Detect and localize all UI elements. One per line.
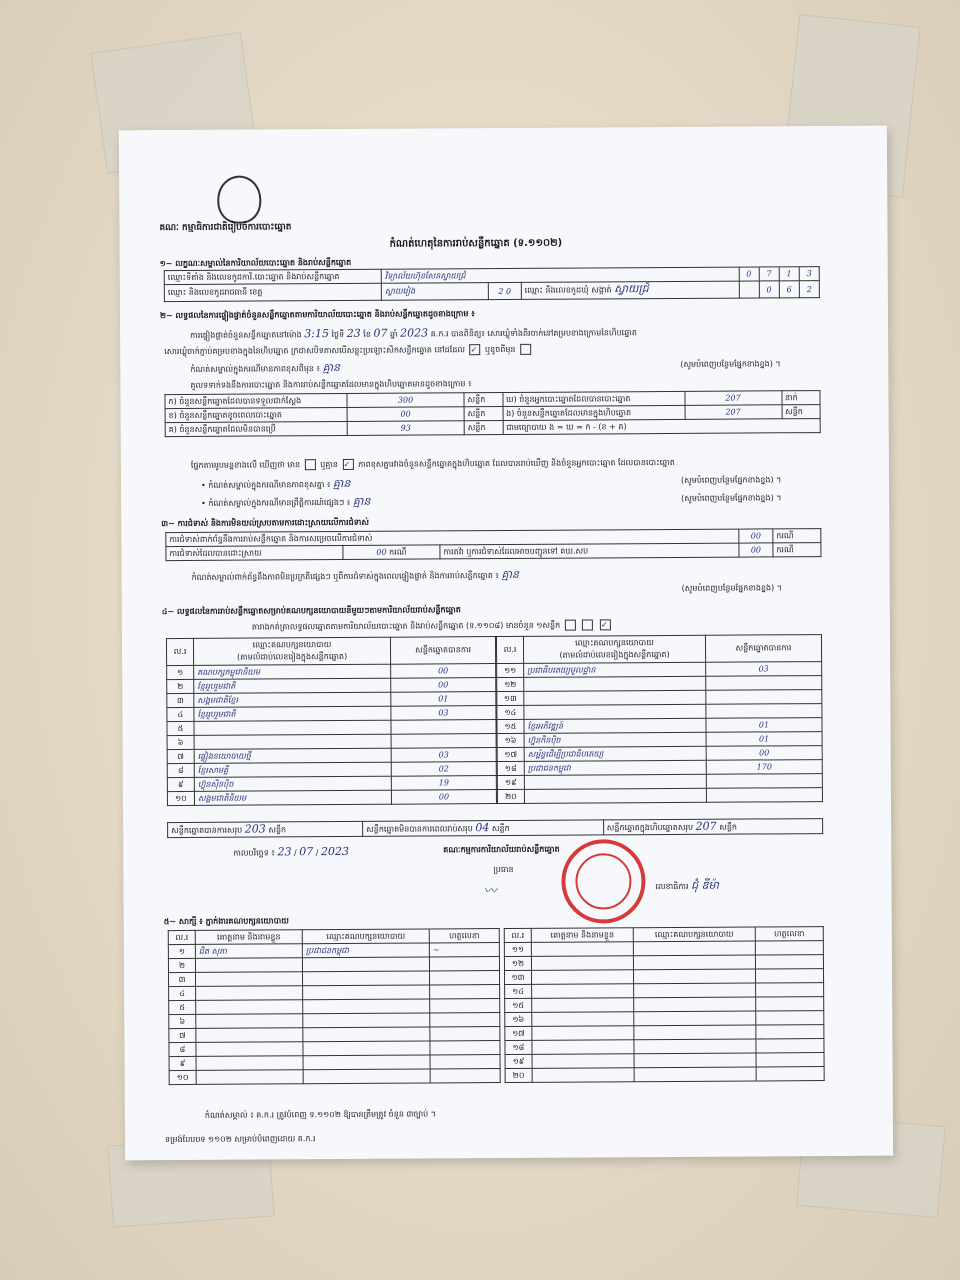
witness-number: ១៣ xyxy=(505,970,532,984)
witness-party xyxy=(633,941,755,956)
count-label: ង) ចំនួនសន្លឹកឆ្នោតដែលមានក្នុងហិបឆ្នោត xyxy=(503,405,685,420)
witness-name xyxy=(196,1042,303,1057)
sheet-option-1[interactable] xyxy=(565,620,576,631)
section1-heading: ១~ លក្ខណៈសម្គាល់នៃការិយាល័យបោះឆ្នោត និងរាប់សន្លឹកឆ្នោត xyxy=(159,257,352,269)
party-number: ១៩ xyxy=(497,775,524,789)
irregularity-note xyxy=(192,568,520,586)
party-number: ៥ xyxy=(167,721,194,735)
witness-number: ១៧ xyxy=(505,1026,532,1040)
seal-line-text: សោរឃ្លុំចាក់ភ្ជាប់គម្របខាងក្នុងនៃហិបឆ្នោត ក្រដាសបិទភាសបើសន្លុះប្រឡោះសិកសន្លឹកឆ្នោត នៅដដែល xyxy=(164,345,465,357)
code-digit: 0 xyxy=(739,267,759,281)
witness-table-right xyxy=(504,926,825,1083)
location-label: ឈ្មោះទីតាំង និងលេខកូដការិ.បោះឆ្នោត និងរាប់សន្លឹកឆ្នោត xyxy=(164,269,381,284)
party-votes: 00 xyxy=(391,790,496,805)
party-name xyxy=(524,676,706,691)
witness-signature xyxy=(430,1013,500,1027)
witness-signature xyxy=(429,957,499,971)
party-votes: 00 xyxy=(391,664,496,679)
party-votes xyxy=(706,788,822,803)
count-row xyxy=(165,419,820,437)
signing-date: កាលបរិច្ឆេទ ៖ 23 / 07 / 2023 xyxy=(233,844,350,859)
witness-name xyxy=(196,1014,303,1029)
results-intro xyxy=(252,619,613,633)
witness-signature xyxy=(430,985,500,999)
party-votes: 170 xyxy=(706,760,822,775)
witness-party xyxy=(633,969,755,984)
party-votes: 00 xyxy=(391,678,496,693)
witness-name: ជិត សុភា xyxy=(195,944,302,959)
witness-number: ៨ xyxy=(169,1042,196,1056)
witness-name xyxy=(532,1054,634,1069)
total-valid-label: សន្លឹកឆ្នោតបានការសរុប xyxy=(171,825,243,836)
witness-party xyxy=(634,1025,756,1040)
total-inbox-value: 207 xyxy=(695,819,717,833)
section2-heading: ២~ លទ្ធផលនៃការផ្ទៀងផ្ទាត់ចំនួនសន្លឹកឆ្នោតតាមការិយាល័យបោះឆ្នោត និងរាប់សន្លឹកឆ្នោតដូចខាងក្រោម ៖ xyxy=(159,309,475,321)
count-unit: នាក់ xyxy=(781,391,820,405)
secretary-label: លេខាធិការ xyxy=(655,881,689,892)
witness-signature xyxy=(755,941,823,955)
no-difference-checkbox[interactable]: ✓ xyxy=(342,459,353,470)
witness-signature xyxy=(430,971,500,985)
col-votes-header: សន្លឹកឆ្នោតបានការ xyxy=(390,637,495,665)
party-name: សម្ព័ន្ធដើម្បីប្រជាធិបតេយ្យ xyxy=(524,746,706,761)
objection-table xyxy=(165,528,821,561)
party-name: គណបក្សកម្ពុជានិយម xyxy=(194,664,391,679)
total-valid-value: 203 xyxy=(244,822,266,836)
witness-name xyxy=(532,998,634,1013)
col-no-header: ល.រ xyxy=(168,930,195,944)
party-votes xyxy=(391,734,496,749)
bullet-note-2 xyxy=(201,495,370,512)
date-day: 23 xyxy=(277,845,292,859)
count-label: ឃ) ចំនួនអ្នកបោះឆ្នោតដែលបានបោះឆ្នោត xyxy=(502,391,684,406)
table-row xyxy=(169,1069,500,1085)
resolved-label: ការជំទាស់ដែលបានដោះស្រាយ xyxy=(166,545,343,560)
witness-name xyxy=(196,972,303,987)
fill-hint: (សូមបំពេញបន្ថែមផ្នែកខាងខ្នង) ។ xyxy=(680,475,782,485)
witness-name xyxy=(532,970,634,985)
commune-label xyxy=(521,281,739,299)
col-no-header: ល.រ xyxy=(166,638,193,665)
count-value: 207 xyxy=(685,405,782,420)
province-value: ស្វាយរៀង xyxy=(381,283,488,301)
code-digit: 0 xyxy=(759,281,779,298)
witness-party: ប្រជាជនកម្ពុជា xyxy=(302,943,429,958)
party-number: ៣ xyxy=(167,693,194,707)
count-unit: សន្លឹក xyxy=(464,421,503,435)
party-votes: 01 xyxy=(391,692,496,707)
party-votes xyxy=(706,704,822,719)
witness-number: ១៤ xyxy=(505,984,532,998)
party-name: ខ្មែររួបរួមជាតិ xyxy=(194,706,391,721)
irregularity-value: គ្មាន xyxy=(501,567,520,582)
results-table-left xyxy=(166,636,497,806)
total-inbox-label: សន្លឹកឆ្នោតក្នុងហិបឆ្នោតសរុប xyxy=(606,822,694,833)
witness-party xyxy=(634,1011,756,1026)
table-intro: គួលទទាក់ទងនឹងការបោះឆ្នោត និងការរាប់សន្លឹកឆ្នោតដែលមានក្នុងហិបឆ្នោតមានដូចខាងក្រោម ៖ xyxy=(190,379,472,390)
results-table-right xyxy=(496,634,823,804)
count-unit: សន្លឹក xyxy=(464,407,503,421)
col-party-header: ឈ្មោះគណបក្សនយោបាយ xyxy=(302,929,429,944)
witness-table-left xyxy=(168,928,501,1085)
witness-signature xyxy=(756,1025,824,1039)
section1-table xyxy=(164,266,820,302)
party-votes xyxy=(391,720,496,735)
witness-number: ១១ xyxy=(504,942,531,956)
total-invalid-value: 04 xyxy=(475,821,490,835)
col-party-subtitle: (តាមលំដាប់លេខរៀងក្នុងសន្លឹកឆ្នោត) xyxy=(236,651,348,662)
party-name: ផ្ទៀងនយោបាយថ្មី xyxy=(194,748,391,763)
col-party-title: ឈ្មោះគណបក្សនយោបាយ xyxy=(575,638,654,648)
count-value: 300 xyxy=(347,393,464,408)
party-number: ៩ xyxy=(167,777,194,791)
witness-party xyxy=(634,1039,756,1054)
province-code xyxy=(488,282,521,299)
results-intro-text: តារាងកត់ត្រាលទ្ធផលឆ្នោតតាមការិយាល័យបោះឆ្នោត និងរាប់សន្លឹកឆ្នោត (ទ.១១០៨) មានចំនួន ១សន្លឹក xyxy=(251,620,561,632)
count-value: 93 xyxy=(347,421,464,436)
bullet-note-1 xyxy=(201,477,350,494)
seal-line xyxy=(164,344,533,358)
code-digit: 6 xyxy=(779,281,799,298)
witness-name xyxy=(196,1000,303,1015)
party-name: សង្គមជាតិនិយម xyxy=(194,790,391,805)
election-form-paper xyxy=(119,126,893,1161)
section3-heading: ៣~ ការជំទាស់ និងការមិនយល់ស្របតាមការដោះស្រាយលើការជំទាស់ xyxy=(161,517,369,529)
party-name xyxy=(524,690,706,705)
witness-party xyxy=(303,1013,430,1028)
total-valid xyxy=(168,821,363,837)
total-invalid-unit: សន្លឹក xyxy=(491,823,510,834)
date-month: 07 xyxy=(299,845,314,859)
committee-title: គណៈកម្មការការិយាល័យរាប់សន្លឹកឆ្នោត xyxy=(443,844,560,855)
formula-label: ជាមធ្យោបាយ ង = ឃ = ក - (ខ + គ) xyxy=(503,419,821,435)
party-number: ២០ xyxy=(497,789,524,803)
col-no-header: ល.រ xyxy=(504,928,531,942)
intact-option-label: ឬខូចពីមុន xyxy=(484,344,516,355)
party-votes: 02 xyxy=(391,762,496,777)
witness-number: ៤ xyxy=(169,986,196,1000)
secretary xyxy=(655,879,719,895)
witness-signature xyxy=(430,999,500,1013)
form-code: ទម្រង់បែបបទ ១១០២ សម្រាប់បំពេញដោយ គ.ក.រ xyxy=(164,1134,316,1145)
witness-name xyxy=(196,1056,303,1071)
col-party-subtitle: (តាមលំដាប់លេខរៀងក្នុងសន្លឹកឆ្នោត) xyxy=(559,650,670,660)
objection-label: ការជំទាស់ពាក់ព័ន្ធនឹងការរាប់សន្លឹកឆ្នោត និងការសម្រេចលើការជំទាស់ xyxy=(166,529,739,547)
org-name: គណៈ កម្មាធិការជាតិរៀបចំការបោះឆ្នោត xyxy=(159,222,292,234)
party-number: ១០ xyxy=(167,791,194,805)
col-name-header: គោត្តនាម និងនាមខ្លួន xyxy=(195,930,302,945)
party-votes: 01 xyxy=(706,718,822,733)
bullet1-value: គ្មាន xyxy=(332,476,351,491)
party-name xyxy=(194,720,391,735)
objection-value: 00 xyxy=(739,529,773,543)
witness-signature xyxy=(755,955,823,969)
province-label: ឈ្មោះ និងលេខកូដរាជធានី ខេត្ត xyxy=(164,283,381,301)
total-invalid xyxy=(363,820,604,836)
section5-heading: ៥~ សាក្សី ៖ ភ្នាក់ងារគណបក្សនយោបាយ xyxy=(163,916,289,927)
verification-prefix: ការផ្ទៀងផ្ទាត់ចំនួនសន្លឹកឆ្នោតនៅម៉ោង xyxy=(190,330,302,340)
witness-name xyxy=(195,958,302,973)
match-line xyxy=(191,457,675,472)
party-name: ហ៊្វុនស៊ិនប៉ិច xyxy=(194,776,391,791)
witness-number: ៩ xyxy=(169,1056,196,1070)
location-value: វិទ្យាល័យហ៊ុនសែនស្វាយជ្រំ xyxy=(381,267,739,283)
code-digit: 0 xyxy=(505,286,512,296)
col-name-header: គោត្តនាម និងនាមខ្លួន xyxy=(531,928,633,943)
party-name: ខ្មែរសាមគ្គី xyxy=(194,762,391,777)
party-number: ១១ xyxy=(497,663,524,677)
nec-emblem-icon xyxy=(217,175,261,223)
count-label: ខ) ចំនួនសន្លឹកឆ្នោតខូចពេលបោះឆ្នោត xyxy=(165,407,347,422)
commune-value: ស្វាយជ្រំ xyxy=(614,282,649,296)
witness-signature xyxy=(430,1069,500,1083)
broken-checkbox[interactable] xyxy=(520,344,531,355)
bullet2-label: • កំណត់សម្គាល់ក្នុងករណីមានព្រឹត្តិការណ៍ផ្សេងៗ ៖ xyxy=(201,497,351,508)
party-name: ហ្វ៊ុនកិនប៉ិច xyxy=(524,732,706,747)
witness-signature xyxy=(756,1011,824,1025)
party-name xyxy=(524,774,706,789)
committee-seal-icon xyxy=(561,839,646,924)
verification-month: 07 xyxy=(373,326,388,340)
witness-number: ១៨ xyxy=(505,1040,532,1054)
witness-signature xyxy=(430,1055,500,1069)
count-unit: សន្លឹក xyxy=(464,393,503,407)
party-name: ប្រជាធិបតេយ្យមូលដ្ឋាន xyxy=(524,662,706,677)
commune-label-text: ឈ្មោះ និងលេខកូដឃុំ សង្កាត់ xyxy=(524,285,612,295)
count-label: ក) ចំនួនសន្លឹកឆ្នោតដែលបានទទួលជាក់ស្តែង xyxy=(165,393,347,408)
witness-signature xyxy=(430,1027,500,1041)
witness-number: ២០ xyxy=(505,1068,532,1082)
bullet1-label: • កំណត់សម្គាល់ក្នុងករណីមានភាពខុសគ្នា ៖ xyxy=(201,480,331,490)
party-votes: 03 xyxy=(391,706,496,721)
party-name: ប្រជាជនកម្ពុជា xyxy=(524,760,706,775)
witness-party xyxy=(633,955,755,970)
party-number: ១៨ xyxy=(497,761,524,775)
party-number: ៨ xyxy=(167,763,194,777)
witness-party xyxy=(634,983,756,998)
total-inbox xyxy=(603,819,822,835)
resolved-unit: ករណី xyxy=(389,547,407,557)
party-number: ៤ xyxy=(167,707,194,721)
witness-party xyxy=(634,1067,756,1082)
witness-name xyxy=(196,986,303,1001)
witness-party xyxy=(303,1027,430,1042)
match-detail: ភាពខុសគ្នារវាងចំនួនសន្លឹកឆ្នោតក្នុងហិបឆ្នោត ដែលបានរាប់ឃើញ និងចំនួនអ្នកបោះឆ្នោត ដែលបានបោះឆ្នោត xyxy=(358,457,675,469)
col-party-title: ឈ្មោះគណបក្សនយោបាយ xyxy=(252,640,332,650)
witness-number: ១២ xyxy=(504,956,531,970)
witness-party xyxy=(302,957,429,972)
chair-label: ប្រធាន xyxy=(493,864,514,875)
party-votes xyxy=(706,676,822,691)
match-text: ផ្នែកតាមរូបមន្តខាងលើ ឃើញថា មាន xyxy=(190,460,301,470)
witness-signature xyxy=(430,1041,500,1055)
party-number: ១២ xyxy=(497,677,524,691)
totals-row xyxy=(167,818,823,838)
witness-name xyxy=(532,984,634,999)
party-name xyxy=(194,734,391,749)
objection-unit: ករណី xyxy=(773,529,821,543)
sheet-option-3[interactable]: ✓ xyxy=(600,619,611,630)
resolved-number: 00 xyxy=(376,547,387,557)
code-digit: 3 xyxy=(799,267,819,281)
section4-heading: ៤~ លទ្ធផលនៃការរាប់សន្លឹកឆ្នោតសម្រាប់គណបក្សនយោបាយនីមួយៗតាមការិយាល័យរាប់សន្លឹកឆ្នោត xyxy=(161,605,461,617)
party-votes: 00 xyxy=(706,746,822,761)
count-value: 00 xyxy=(347,407,464,422)
month-label: ខែ xyxy=(363,329,371,339)
witness-signature xyxy=(756,983,824,997)
verification-time: 3:15 xyxy=(304,327,329,341)
count-unit: សន្លឹក xyxy=(782,405,821,419)
forwarded-label: ការតវ៉ា ឬការជំទាស់ដែលអាចបញ្ជូនទៅ គឃ.សប xyxy=(440,543,739,559)
party-number: ១៥ xyxy=(497,719,524,733)
table-row xyxy=(167,790,496,806)
secretary-signature: ជុំ ឌីម៉ា xyxy=(691,878,720,892)
witness-signature xyxy=(756,1053,824,1067)
form-title: កំណត់ហេតុនៃការរាប់សន្លឹកឆ្នោត (ទ.១១០២) xyxy=(389,237,563,250)
witness-signature xyxy=(755,969,823,983)
witness-number: ១៥ xyxy=(505,998,532,1012)
table-row xyxy=(497,788,822,804)
party-number: ៧ xyxy=(167,749,194,763)
party-name xyxy=(524,788,706,803)
forwarded-unit: ករណី xyxy=(773,543,821,557)
code-digit: 7 xyxy=(759,267,779,281)
forwarded-value: 00 xyxy=(739,543,773,557)
party-number: ២ xyxy=(167,679,194,693)
year-label: ឆ្នាំ xyxy=(389,329,398,339)
witness-number: ១៦ xyxy=(505,1012,532,1026)
witness-signature: ~ xyxy=(429,943,499,957)
witness-party xyxy=(634,1053,756,1068)
intact-checkbox[interactable]: ✓ xyxy=(469,344,480,355)
bullet2-value: គ្មាន xyxy=(352,494,371,508)
irregularity-label: កំណត់សម្គាល់ពាក់ព័ន្ធនឹងភាពមិនប្រក្រតីផ្សេងៗ ឬពីការជំទាស់ក្នុងពេលផ្ទៀងផ្ទាត់ និងការរាប់សន្លឹកឆ្នោត ៖ xyxy=(191,571,500,582)
col-party-header: ឈ្មោះគណបក្សនយោបាយ xyxy=(633,927,755,942)
col-no-header: ល.រ xyxy=(496,636,523,663)
has-difference-checkbox[interactable] xyxy=(305,459,316,470)
witness-number: ១ xyxy=(168,944,195,958)
verification-line xyxy=(190,325,637,342)
party-votes: 19 xyxy=(391,776,496,791)
footer-note: កំណត់សម្គាល់ ៖ គ.ក.រ ត្រូវបំពេញ ទ.១១០២ ឱ្យបានត្រឹមត្រូវ ចំនួន ៣ច្បាប់ ។ xyxy=(204,1109,437,1120)
witness-name xyxy=(532,1040,634,1055)
party-votes: 01 xyxy=(706,732,822,747)
date-year: 2023 xyxy=(320,844,350,859)
code-digit: 1 xyxy=(779,267,799,281)
table-row xyxy=(505,1067,824,1083)
col-sign-header: ហត្ថលេខា xyxy=(755,927,823,941)
party-name: ខ្មែរអភិវឌ្ឍន៍ xyxy=(524,718,706,733)
total-invalid-label: សន្លឹកឆ្នោតមិនបានការពេលរាប់សរុប xyxy=(366,824,473,834)
party-name: ខ្មែររួបរួមជាតិ xyxy=(194,678,391,693)
witness-number: ១៩ xyxy=(505,1054,532,1068)
witness-signature xyxy=(756,1067,824,1081)
party-number: ១ xyxy=(167,665,194,679)
witness-party xyxy=(634,997,756,1012)
witness-signature xyxy=(756,1039,824,1053)
witness-name xyxy=(531,956,633,971)
party-number: ១៣ xyxy=(497,691,524,705)
total-valid-unit: សន្លឹក xyxy=(268,825,287,835)
chair-signature: 〰 xyxy=(483,884,497,900)
count-value: 207 xyxy=(684,391,781,406)
witness-name xyxy=(196,1070,303,1085)
code-digit: 2 xyxy=(799,281,819,298)
witness-name xyxy=(196,1028,303,1043)
party-votes: 03 xyxy=(706,662,822,677)
verification-year: 2023 xyxy=(400,326,429,340)
col-party-header xyxy=(523,635,705,663)
party-name: សង្គមជាតិខ្មែរ xyxy=(194,692,391,707)
witness-party xyxy=(303,985,430,1000)
party-number: ១៧ xyxy=(497,747,524,761)
witness-name xyxy=(532,1026,634,1041)
resolved-value xyxy=(343,545,440,560)
total-inbox-unit: សន្លឹក xyxy=(719,822,738,832)
party-votes xyxy=(706,774,822,789)
party-votes: 03 xyxy=(391,748,496,763)
witness-signature xyxy=(756,997,824,1011)
sheet-option-2[interactable] xyxy=(582,619,593,630)
col-party-header xyxy=(193,637,390,665)
witness-number: ៣ xyxy=(169,972,196,986)
party-number: ១៦ xyxy=(497,733,524,747)
witness-party xyxy=(303,971,430,986)
witness-party xyxy=(303,1055,430,1070)
witness-party xyxy=(303,1069,430,1084)
count-label: គ) ចំនួនសន្លឹកឆ្នោតដែលមិនបានប្រើ xyxy=(165,421,347,436)
witness-number: ១០ xyxy=(169,1070,196,1084)
fill-hint: (សូមបំពេញបន្ថែមផ្នែកខាងខ្នង) ។ xyxy=(680,359,781,369)
col-votes-header: សន្លឹកឆ្នោតបានការ xyxy=(705,635,821,663)
count-table xyxy=(164,390,820,437)
witness-name xyxy=(532,1012,634,1027)
difference-note-value: គ្មាន xyxy=(322,361,341,375)
match-option: ឬគ្មាន xyxy=(320,460,338,470)
witness-name xyxy=(532,1068,634,1083)
col-sign-header: ហត្ថលេខា xyxy=(429,929,499,943)
party-name xyxy=(524,704,706,719)
witness-number: ៥ xyxy=(169,1000,196,1014)
party-votes xyxy=(706,690,822,705)
party-number: ១៤ xyxy=(497,705,524,719)
witness-number: ៦ xyxy=(169,1014,196,1028)
fill-hint: (សូមបំពេញបន្ថែមផ្នែកខាងខ្នង) ។ xyxy=(681,583,783,593)
day-label: ថ្ងៃទី xyxy=(331,329,345,340)
witness-party xyxy=(303,1041,430,1056)
verification-suffix: គ.ក.រ បានពិនិត្យ៖ សោរឃ្លុំទាំងពីរចាក់នៅគម្របខាងក្រោមនៃហិបឆ្នោត xyxy=(430,328,637,339)
witness-party xyxy=(303,999,430,1014)
difference-note xyxy=(190,361,340,378)
date-label: កាលបរិច្ឆេទ ៖ xyxy=(233,848,275,858)
witness-name xyxy=(531,942,633,957)
witness-number: ២ xyxy=(168,958,195,972)
party-number: ៦ xyxy=(167,735,194,749)
witness-number: ៧ xyxy=(169,1028,196,1042)
code-digit: 2 xyxy=(498,286,504,296)
verification-day: 23 xyxy=(346,326,361,340)
fill-hint: (សូមបំពេញបន្ថែមផ្នែកខាងខ្នង) ។ xyxy=(681,493,782,503)
difference-note-label: កំណត់សម្គាល់ក្នុងករណីមានភាពខុសពីមុន ៖ xyxy=(190,364,321,374)
